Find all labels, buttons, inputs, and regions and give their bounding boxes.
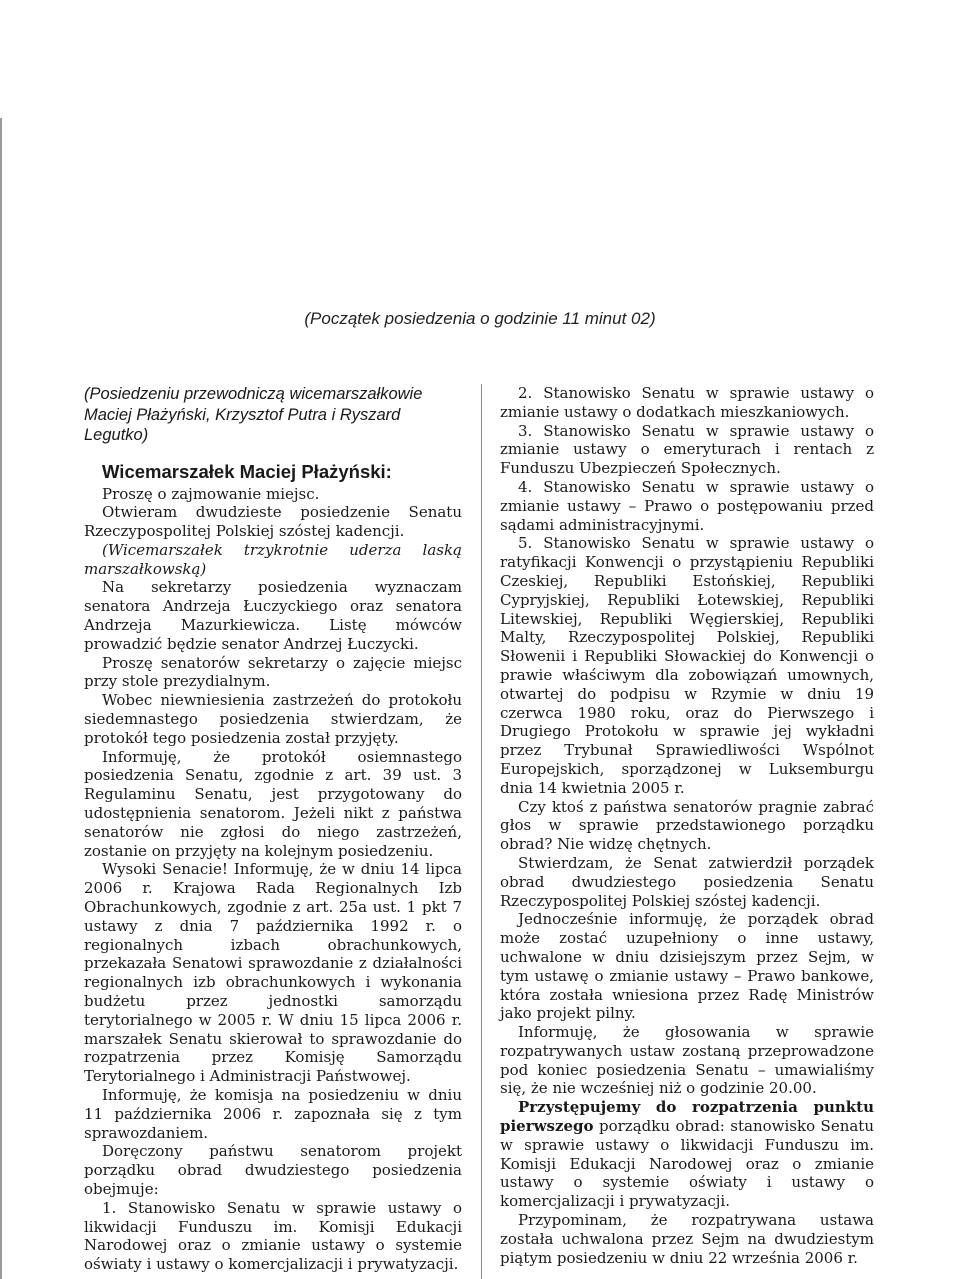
paragraph: Czy ktoś z państwa senatorów pragnie zabrać głos w sprawie przedstawionego porządku obrad? Nie widzę chętnych. — [500, 797, 874, 854]
paragraph: Informuję, że protokół osiemnastego posiedzenia Senatu, zgodnie z art. 39 ust. 3 Regulaminu Senatu, jest przygotowany do udostępnienia senatorom. Jeżeli nikt z państwa senatorów nie zgłosi do niego zastrzeżeń, zostanie on przyjęty na kolejnym posiedzeniu. — [84, 747, 462, 860]
paragraph: Otwieram dwudzieste posiedzenie Senatu Rzeczypospolitej Polskiej szóstej kadencji. — [84, 503, 462, 541]
paragraph: Jednocześnie informuję, że porządek obrad może zostać uzupełniony o inne ustawy, uchwalone w dniu dzisiejszym przez Sejm, w tym ustawę o zmianie ustawy – Prawo bankowe, która została wniesiona przez Radę Ministrów jako projekt pilny. — [500, 910, 874, 1023]
paragraph: Na sekretarzy posiedzenia wyznaczam senatora Andrzeja Łuczyckiego oraz senatora Andrzeja Mazurkiewicza. Listę mówców prowadzić będzie senator Andrzej Łuczycki. — [84, 578, 462, 653]
column-divider — [481, 384, 482, 1279]
agenda-point-rest: porządku obrad: stanowisko Senatu w sprawie ustawy o likwidacji Funduszu im. Komisji Edukacji Narodowej oraz o zmianie ustawy o systemie oświaty i ustawy o komercjalizacji i prywatyzacji. — [500, 1117, 874, 1211]
paragraph: Doręczony państwu senatorom projekt porządku obrad dwudziestego posiedzenia obejmuje: — [84, 1142, 462, 1198]
agenda-item: 1. Stanowisko Senatu w sprawie ustawy o likwidacji Funduszu im. Komisji Edukacji Narodowej oraz o zmianie ustawy o systemie oświaty i ustawy o komercjalizacji i prywatyzacji. — [84, 1198, 462, 1274]
paragraph: Informuję, że głosowania w sprawie rozpatrywanych ustaw zostaną przeprowadzone pod koniec posiedzenia Senatu – umawialiśmy się, że nie wcześniej niż o godzinie 20.00. — [500, 1023, 874, 1098]
agenda-point-paragraph — [500, 1098, 874, 1211]
stage-direction: (Wicemarszałek trzykrotnie uderza laską marszałkowską) — [84, 540, 462, 578]
agenda-item: 4. Stanowisko Senatu w sprawie ustawy o zmianie ustawy – Prawo o postępowaniu przed sądami administracyjnymi. — [500, 477, 874, 534]
paragraph: Wobec niewniesienia zastrzeżeń do protokołu siedemnastego posiedzenia stwierdzam, że protokół tego posiedzenia został przyjęty. — [84, 691, 462, 747]
paragraph: Wysoki Senacie! Informuję, że w dniu 14 lipca 2006 r. Krajowa Rada Regionalnych Izb Obrachunkowych, zgodnie z art. 25a ust. 1 pkt 7 ustawy z dnia 7 października 1992 r. o regionalnych izbach obrachunkowych, przekazała Senatowi sprawozdanie z działalności regionalnych izb obrachunkowych i wykonania budżetu przez jednostki samorządu terytorialnego w 2005 r. W dniu 15 lipca 2006 r. marszałek Senatu skierował to sprawozdanie do rozpatrzenia przez Komisję Samorządu Terytorialnego i Administracji Państwowej. — [84, 860, 462, 1086]
left-column — [84, 384, 462, 1274]
agenda-point-bold: Przystępujemy do rozpatrzenia punktu pierwszego — [500, 1098, 874, 1136]
agenda-item: 3. Stanowisko Senatu w sprawie ustawy o zmianie ustawy o emeryturach i rentach z Funduszu Ubezpieczeń Społecznych. — [500, 421, 874, 478]
paragraph: Proszę o zajmowanie miejsc. — [102, 484, 320, 503]
agenda-item: 2. Stanowisko Senatu w sprawie ustawy o zmianie ustawy o dodatkach mieszkaniowych. — [500, 384, 874, 421]
paragraph: Stwierdzam, że Senat zatwierdził porządek obrad dwudziestego posiedzenia Senatu Rzeczypospolitej Polskiej szóstej kadencji. — [500, 853, 874, 910]
paragraph: Przypominam, że rozpatrywana ustawa została uchwalona przez Sejm na dwudziestym piątym posiedzeniu w dniu 22 września 2006 r. — [500, 1211, 874, 1267]
speaker-heading: Wicemarszałek Maciej Płażyński: — [102, 460, 392, 482]
page-edge-line — [0, 118, 2, 1279]
right-column — [500, 384, 874, 1267]
session-start-note: (Początek posiedzenia o godzinie 11 minut 02) — [304, 309, 656, 328]
paragraph: Proszę senatorów sekretarzy o zajęcie miejsc przy stole prezydialnym. — [84, 653, 462, 691]
paragraph: Informuję, że komisja na posiedzeniu w dniu 11 października 2006 r. zapoznała się z tym sprawozdaniem. — [84, 1086, 462, 1142]
presiding-note: (Posiedzeniu przewodniczą wicemarszałkowie Maciej Płażyński, Krzysztof Putra i Ryszard Legutko) — [84, 385, 423, 444]
agenda-item: 5. Stanowisko Senatu w sprawie ustawy o ratyfikacji Konwencji o przystąpieniu Republiki Czeskiej, Republiki Estońskiej, Republiki Cypryjskiej, Republiki Łotewskiej, Republiki Litewskiej, Republiki Węgierskiej, Republiki Malty, Rzeczypospolitej Polskiej, Republiki Słowenii i Republiki Słowackiej do Konwencji o prawie właściwym dla zobowiązań umownych, otwartej do podpisu w Rzymie w dniu 19 czerwca 1980 roku, oraz do Pierwszego i Drugiego Protokołu w sprawie jej wykładni przez Trybunał Sprawiedliwości Wspólnot Europejskich, sporządzonej w Luksemburgu dnia 14 kwietnia 2005 r. — [500, 534, 874, 797]
